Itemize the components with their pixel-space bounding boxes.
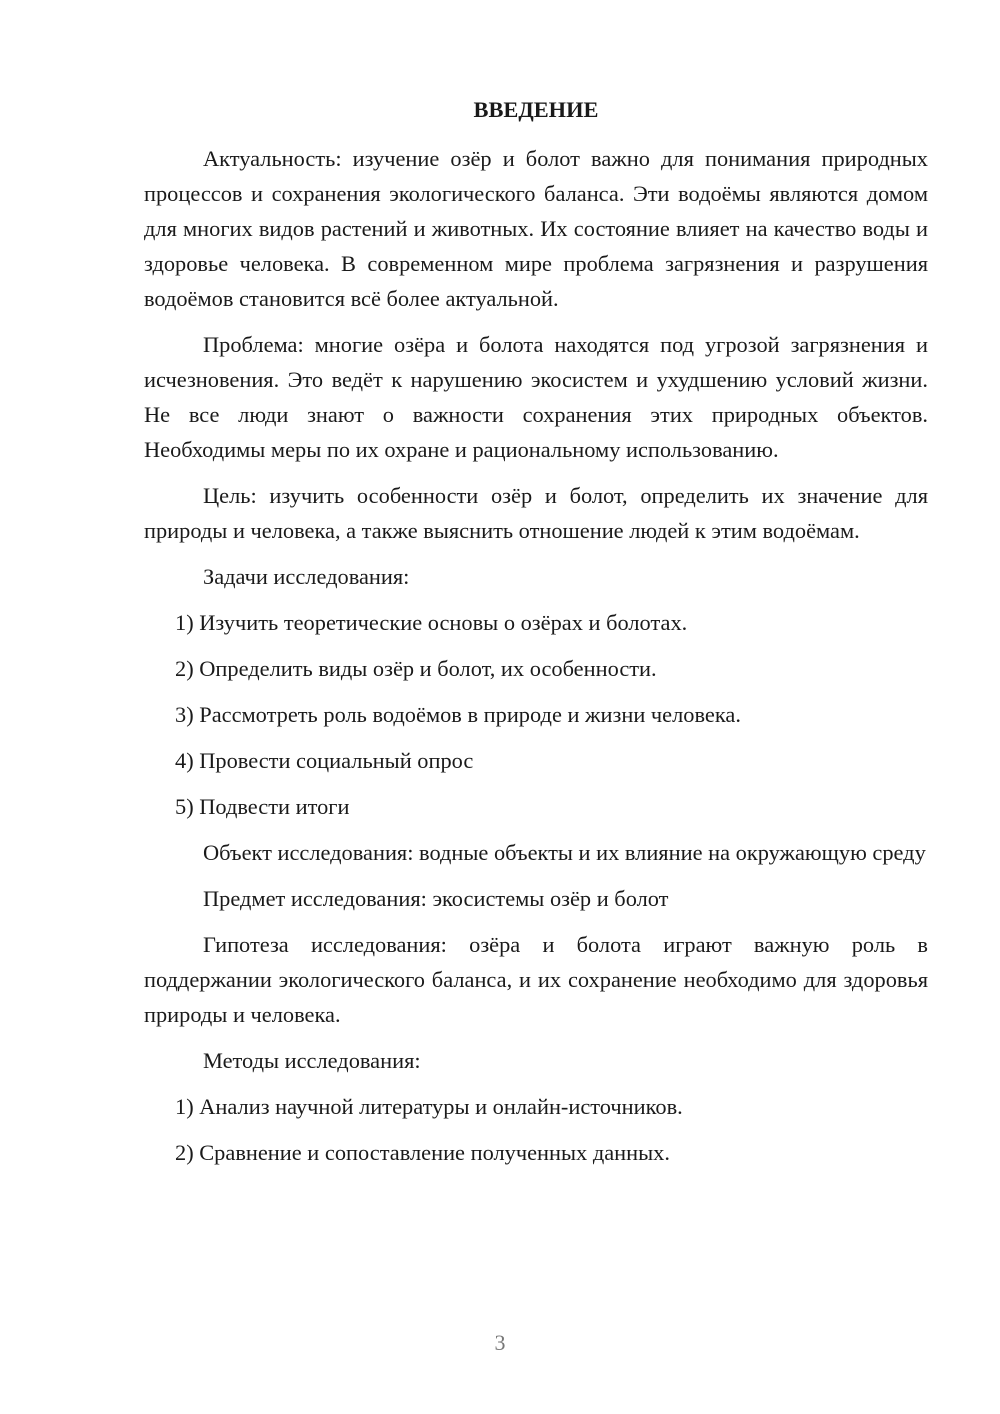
- page-title: ВВЕДЕНИЕ: [473, 97, 599, 122]
- document-page: [144, 92, 928, 1181]
- method-item-2: 2) Сравнение и сопоставление полученных данных.: [175, 1140, 670, 1165]
- subject-paragraph: Предмет исследования: экосистемы озёр и болот: [203, 886, 669, 911]
- task-item-5: 5) Подвести итоги: [175, 794, 350, 819]
- hypothesis-paragraph: Гипотеза исследования: озёра и болота играют важную роль в поддержании экологического баланса, и их сохранение необходимо для здоровья природы и человека.: [144, 932, 928, 1027]
- task-item-1: 1) Изучить теоретические основы о озёрах и болотах.: [175, 610, 688, 635]
- task-item-2: 2) Определить виды озёр и болот, их особенности.: [175, 656, 657, 681]
- object-paragraph: Объект исследования: водные объекты и их влияние на окружающую среду: [203, 840, 926, 865]
- methods-heading: Методы исследования:: [203, 1048, 421, 1073]
- task-item-3: 3) Рассмотреть роль водоёмов в природе и жизни человека.: [175, 702, 741, 727]
- problem-paragraph: Проблема: многие озёра и болота находятся под угрозой загрязнения и исчезновения. Это ведёт к нарушению экосистем и ухудшению условий жизни. Не все люди знают о важности сохранения этих природных объектов. Необходимы меры по их охране и рациональному использованию.: [144, 332, 928, 462]
- task-item-4: 4) Провести социальный опрос: [175, 748, 474, 773]
- goal-paragraph: Цель: изучить особенности озёр и болот, определить их значение для природы и человека, а также выяснить отношение людей к этим водоёмам.: [144, 483, 928, 543]
- page-number: 3: [494, 1330, 506, 1355]
- method-item-1: 1) Анализ научной литературы и онлайн-источников.: [175, 1094, 683, 1119]
- tasks-heading: Задачи исследования:: [203, 564, 410, 589]
- relevance-paragraph: Актуальность: изучение озёр и болот важно для понимания природных процессов и сохранения экологического баланса. Эти водоёмы являются домом для многих видов растений и животных. Их состояние влияет на качество воды и здоровье человека. В современном мире проблема загрязнения и разрушения водоёмов становится всё более актуальной.: [144, 146, 928, 311]
